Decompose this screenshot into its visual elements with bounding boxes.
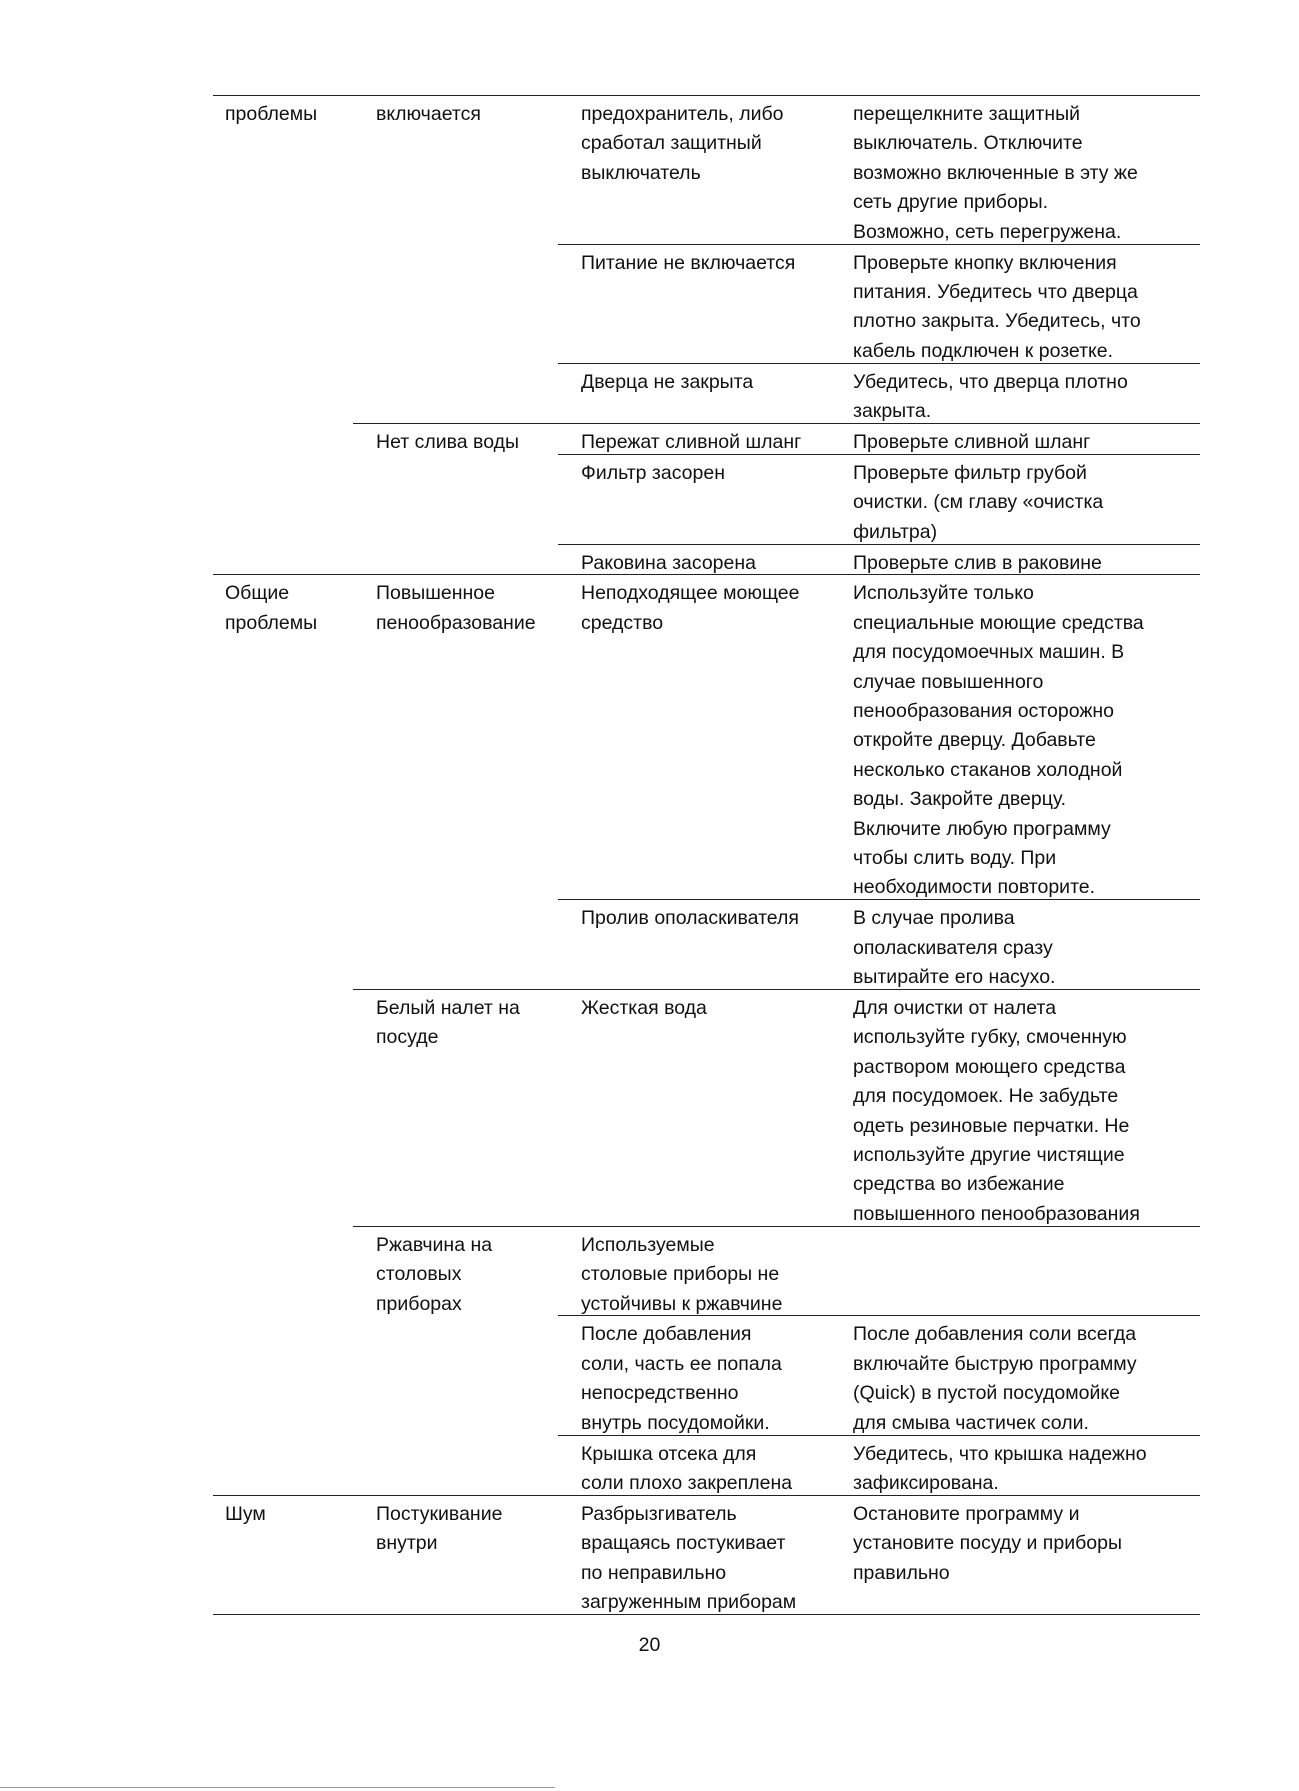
cause-cell: Фильтр засорен	[581, 461, 725, 484]
table-row	[213, 1315, 1200, 1434]
problem-cell: Постукивание внутри	[376, 1502, 503, 1555]
category-cell	[225, 1315, 370, 1320]
solution-cell: Остановите программу и установите посуду и приборы правильно	[853, 1502, 1122, 1584]
page-number: 20	[638, 1634, 661, 1656]
problem-cell: Белый налет на посуде	[376, 997, 520, 1049]
cause-cell: Питание не включается	[581, 251, 796, 274]
cause-cell: Используемые столовые приборы не устойчивы к ржавчине	[581, 1233, 783, 1315]
cause-cell: Дверца не закрыта	[581, 370, 754, 393]
category-cell: Общие проблемы	[225, 582, 318, 634]
category-cell	[225, 244, 370, 249]
category-cell	[225, 544, 370, 549]
table-row	[213, 989, 1200, 1226]
solution-cell: Для очистки от налета используйте губку, смоченную раствором моющего средства для посудомоек. Не забудьте одеть резиновые перчатки. Не используйте другие чистящие средства во избежание повышенного пенообразования	[853, 997, 1140, 1225]
solution-cell: перещелкните защитный выключатель. Отключите возможно включенные в эту же сеть другие приборы. Возможно, сеть перегружена.	[853, 103, 1138, 243]
category-cell	[225, 363, 370, 368]
table-row	[213, 899, 1200, 989]
category-cell: проблемы	[225, 103, 318, 125]
problem-cell	[376, 544, 576, 549]
problem-cell	[376, 899, 576, 904]
solution-cell: Убедитесь, что крышка надежно зафиксирована.	[853, 1442, 1147, 1494]
problem-cell	[376, 454, 576, 459]
problem-cell	[376, 1435, 576, 1440]
problem-cell: Нет слива воды	[376, 430, 520, 453]
troubleshooting-table	[213, 95, 1200, 1614]
solution-cell: Проверьте кнопку включения питания. Убедитесь что дверца плотно закрыта. Убедитесь, что кабель подключен к розетке.	[853, 251, 1141, 362]
solution-cell: Проверьте фильтр грубой очистки. (см главу «очистка фильтра)	[853, 461, 1104, 543]
cause-cell: Разбрызгиватель вращаясь постукивает по неправильно загруженным приборам	[581, 1502, 797, 1614]
problem-cell: включается	[376, 103, 481, 125]
table-row	[213, 1226, 1200, 1316]
table-row	[213, 423, 1200, 454]
category-cell	[225, 1435, 370, 1440]
category-cell	[225, 899, 370, 904]
cause-cell: Крышка отсека для соли плохо закреплена	[581, 1442, 793, 1494]
table-row	[213, 1435, 1200, 1495]
footer-rule	[0, 1787, 555, 1788]
problem-cell	[376, 244, 576, 249]
cause-cell: предохранитель, либо сработал защитный выключатель	[581, 103, 784, 184]
problem-cell: Повышенное пенообразование	[376, 582, 536, 634]
solution-cell	[853, 1226, 1198, 1231]
category-cell	[225, 423, 370, 428]
table-row	[213, 544, 1200, 575]
table-row	[213, 363, 1200, 423]
solution-cell: Убедитесь, что дверца плотно закрыта.	[853, 370, 1128, 422]
problem-cell	[376, 363, 576, 368]
cause-cell: Раковина засорена	[581, 551, 756, 574]
cause-cell: После добавления соли, часть ее попала непосредственно внутрь посудомойки.	[581, 1323, 782, 1434]
cause-cell: Неподходящее моющее средство	[581, 582, 800, 634]
solution-cell: В случае пролива ополаскивателя сразу вытирайте его насухо.	[853, 907, 1056, 989]
problem-cell	[376, 1315, 576, 1320]
cause-cell: Пролив ополаскивателя	[581, 907, 799, 930]
solution-cell: После добавления соли всегда включайте быструю программу (Quick) в пустой посудомойке для смыва частичек соли.	[853, 1323, 1137, 1434]
row-separator	[213, 1614, 1200, 1615]
category-cell: Шум	[225, 1502, 266, 1525]
cause-cell: Жесткая вода	[581, 997, 707, 1019]
table-row	[213, 244, 1200, 363]
table-row	[213, 454, 1200, 544]
problem-cell: Ржавчина на столовых приборах	[376, 1233, 493, 1315]
table-row	[213, 1495, 1200, 1614]
category-cell	[225, 454, 370, 459]
category-cell	[225, 989, 370, 994]
solution-cell: Проверьте сливной шланг	[853, 430, 1091, 453]
table-row	[213, 95, 1200, 244]
table-row	[213, 574, 1200, 899]
solution-cell: Используйте только специальные моющие средства для посудомоечных машин. В случае повышенного пенообразования осторожно откройте дверцу. Добавьте несколько стаканов холодной воды. Закройте дверцу. Включите любую программу чтобы слить воду. При необходимости повторите.	[853, 582, 1144, 899]
cause-cell: Пережат сливной шланг	[581, 430, 802, 453]
category-cell	[225, 1226, 370, 1231]
solution-cell: Проверьте слив в раковине	[853, 551, 1102, 574]
